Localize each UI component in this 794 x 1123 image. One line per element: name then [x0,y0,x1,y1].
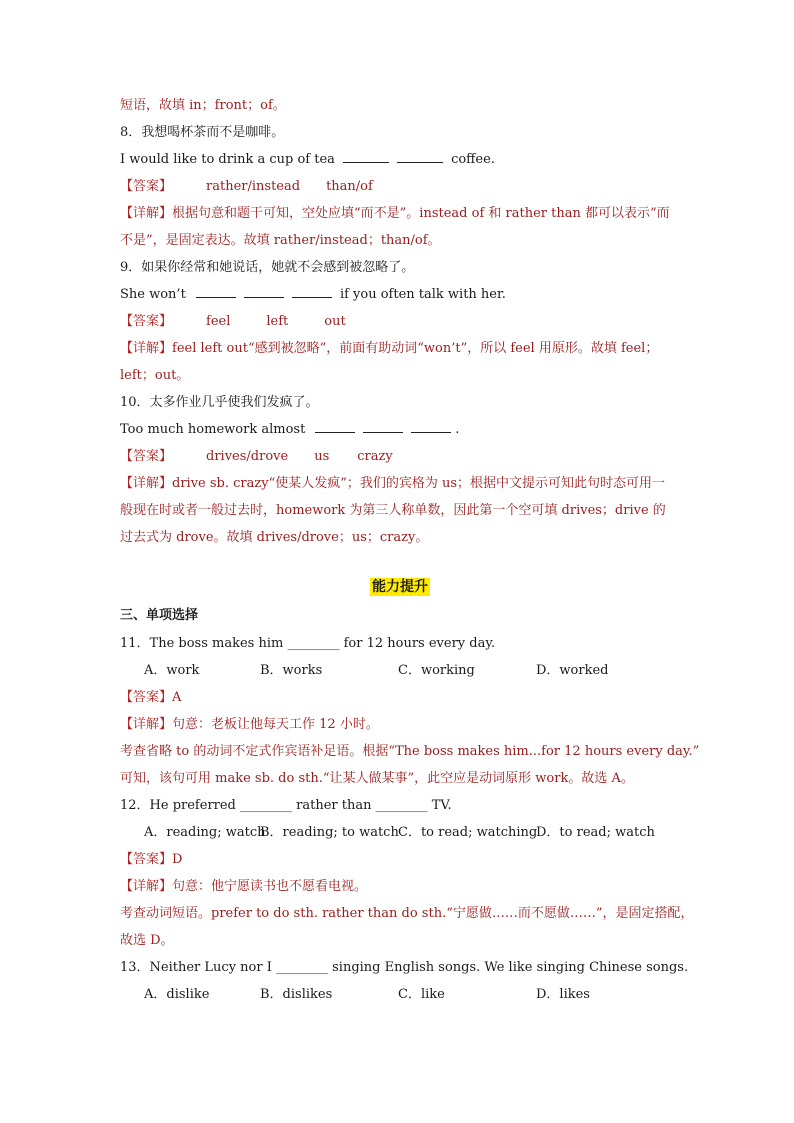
q13-stem: 13．Neither Lucy nor I ________ singing English songs. We like singing Chinese songs. [120,960,689,975]
q11-answer: 【答案】A [120,690,182,705]
q11-option-a[interactable]: A．work [144,663,200,678]
q8-english: I would like to drink a cup of tea coffee. [120,146,680,173]
q11-options [120,657,680,684]
q10-blank-2[interactable] [363,418,403,433]
q9-blank-1[interactable] [196,283,236,298]
q11-stem: 11．The boss makes him ________ for 12 hours every day. [120,636,496,651]
q8-detail-1: 【详解】根据句意和题干可知，空处应填“而不是”。instead of 和 rather than 都可以表示“而 [120,206,670,221]
q10-blank-1[interactable] [315,418,355,433]
q13-option-d[interactable]: D．likes [536,987,590,1002]
q10-english: Too much homework almost . [120,416,680,443]
q8-blank-2[interactable] [397,148,443,163]
section-heading: 能力提升 [372,579,428,595]
q8-detail-2: 不是”，是固定表达。故填 rather/instead；than/of。 [120,233,441,248]
q11-detail-2: 考查省略 to 的动词不定式作宾语补足语。根据“The boss makes him...for 12 hours every day.” [120,744,700,759]
intro-line: 短语，故填 in；front；of。 [120,98,286,113]
q12-answer: 【答案】D [120,852,183,867]
q12-option-c[interactable]: C．to read; watching [398,825,538,840]
q12-detail-2: 考查动词短语。prefer to do sth. rather than do sth.“宁愿做……而不愿做……”，是固定搭配， [120,906,694,921]
q9-blank-2[interactable] [244,283,284,298]
q10-detail-2: 般现在时或者一般过去时，homework 为第三人称单数，因此第一个空可填 drives；drive 的 [120,503,666,518]
q12-options [120,819,680,846]
q12-option-d[interactable]: D．to read; watch [536,825,655,840]
section-title: 三、单项选择 [120,608,199,623]
q11-detail-3: 可知，该句可用 make sb. do sth.“让某人做某事”，此空应是动词原形 work。故选 A。 [120,771,634,786]
q9-detail-2: left；out。 [120,368,190,383]
document-page [120,92,700,1008]
q13-option-b[interactable]: B．dislikes [260,987,333,1002]
q11-option-b[interactable]: B．works [260,663,323,678]
q12-option-b[interactable]: B．reading; to watch [260,825,399,840]
q8-blank-1[interactable] [343,148,389,163]
q9-english: She won’t if you often talk with her. [120,281,680,308]
q12-option-a[interactable]: A．reading; watch [144,825,266,840]
q9-detail-1: 【详解】feel left out“感到被忽略”，前面有助动词“won’t”，所以 feel 用原形。故填 feel； [120,341,659,356]
q10-chinese: 10．太多作业几乎使我们发疯了。 [120,395,319,410]
q13-option-c[interactable]: C．like [398,987,445,1002]
q11-option-c[interactable]: C．working [398,663,475,678]
q12-detail-1: 【详解】句意：他宁愿读书也不愿看电视。 [120,879,368,894]
q12-stem: 12．He preferred ________ rather than ________ TV. [120,798,452,813]
q11-option-d[interactable]: D．worked [536,663,609,678]
q8-answer: 【答案】 rather/instead than/of [120,179,373,194]
q8-chinese: 8．我想喝杯茶而不是咖啡。 [120,125,285,140]
q9-answer: 【答案】 feel left out [120,314,346,329]
q10-detail-1: 【详解】drive sb. crazy“使某人发疯”；我们的宾格为 us；根据中文提示可知此句时态可用一 [120,476,666,491]
q10-blank-3[interactable] [411,418,451,433]
q10-detail-3: 过去式为 drove。故填 drives/drove；us；crazy。 [120,530,429,545]
q13-options [120,981,680,1008]
q9-blank-3[interactable] [292,283,332,298]
q13-option-a[interactable]: A．dislike [144,987,210,1002]
q10-answer: 【答案】 drives/drove us crazy [120,449,393,464]
q9-chinese: 9．如果你经常和她说话，她就不会感到被忽略了。 [120,260,415,275]
q12-detail-3: 故选 D。 [120,933,174,948]
q11-detail-1: 【详解】句意：老板让他每天工作 12 小时。 [120,717,379,732]
